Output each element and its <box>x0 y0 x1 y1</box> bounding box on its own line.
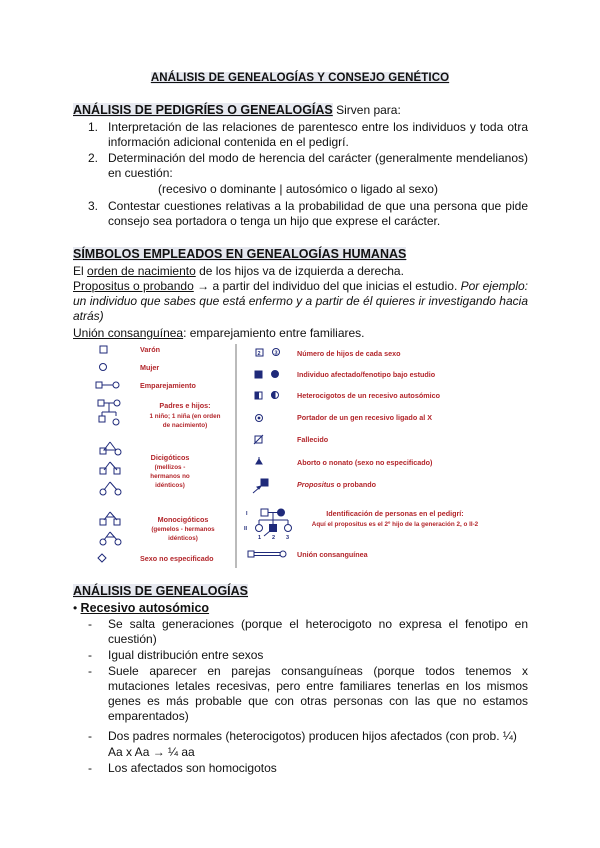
label-sexo: Sexo no especificado <box>140 554 214 563</box>
identification-pedigree-icon <box>256 509 292 536</box>
propositus-icon <box>253 479 268 493</box>
ind-num-2: 2 <box>272 535 276 541</box>
section3-heading: ANÁLISIS DE GENEALOGÍAS <box>73 584 249 598</box>
count-num-2: 2 <box>257 351 261 357</box>
parents-children-icon <box>98 400 120 425</box>
label-varon: Varón <box>140 345 160 354</box>
label-union: Unión consanguínea <box>297 550 368 559</box>
section1-heading: ANÁLISIS DE PEDIGRÍES O GENEALOGÍAS <box>73 103 333 117</box>
document-page: ANÁLISIS DE GENEALOGÍAS Y CONSEJO GENÉTICO ANÁLISIS DE PEDIGRÍES O GENEALOGÍAS Sirven para: 1. Interpretación de las relaciones de parentesco entre los individuos y toda otra información adicional contenida en el pedigrí. 2. Determinación del modo de herencia del carácter (generalmente mendelianos) en cuestión: (recesivo o dominante | autosómico o ligado al sexo) 3. Contestar cuestiones relativas a la probabilidad de que una persona que pide consejo sea portadora o tenga un hijo que exprese el carácter. SÍMBOLOS EMPLEADOS EN GENEALOGÍAS HUMANAS El orden de nacimiento de los hijos va de izquierda a derecha. Propositus o probando → a partir del individuo del que inicias el estudio. Por ejemplo: un individuo que sabes que está enfermo y a partir de él quieres ir investigando hacia atrás) Unión consanguínea: emparejamiento entre familiares. Varón Mujer Emparejamiento Padres e hijos: 1 niño; 1 niña (en orden de nacimiento) Dicigóticos (mellizos - hermanos no idénticos) Monocigóticos (gemelos - hermanos idénticos) Sexo no especificado Número de hijos de cada sexo Individuo afectado/fenotipo bajo estudio Heterocigotos de un recesivo autosómico Portador de un gen recesivo ligado al X Fallecido Aborto o nonato (sexo no especificado) Propositus o probando Identificación de personas en el pedigrí: Aquí el propositus es el 2º hijo de la generación 2, o II-2 Unión consanguínea 2 3 I II 1 2 3 ANÁLISIS DE GENEALOGÍAS • Recesivo autosómico - Se salta generaciones (porque el heterocigoto no expresa el fenotipo en cuestión) - Igual distribución entre sexos - Suele aparecer en parejas consanguíneas (porque todos tenemos x mutaciones letales recesivas, pero entre familiares tenerlas en los mismos genes es más probable que con otras personas con las que no estamos emparentados) - Dos padres normales (heterocigotos) producen hijos afectados (con prob. ¼) Aa x Aa → ¼ aa - Los afectados son homocigotos <box>0 0 600 848</box>
ind-num-1: 1 <box>258 535 262 541</box>
ind-num-3: 3 <box>286 535 290 541</box>
section2-line2: Propositus o probando → a partir del individuo del que inicias el estudio. Por ejemplo: un individuo que sabes que está enfermo y a partir de él quieres ir investigando hacia atrás) <box>73 279 528 323</box>
label-mono-1: Monocigóticos <box>157 515 209 524</box>
section2-heading: SÍMBOLOS EMPLEADOS EN GENEALOGÍAS HUMANAS <box>73 247 407 261</box>
section1-intro: Sirven para: <box>332 103 401 117</box>
label-dici-4: idénticos) <box>155 482 185 489</box>
abortion-icon <box>256 457 262 464</box>
label-dici-1: Dicigóticos <box>150 453 190 462</box>
section3-heading-line <box>73 584 528 599</box>
affected-square-icon <box>255 371 262 378</box>
female-circle-icon <box>100 364 107 371</box>
label-heterocigotos: Heterocigotos de un recesivo autosómico <box>297 391 440 400</box>
document-title: ANÁLISIS DE GENEALOGÍAS Y CONSEJO GENÉTICO <box>150 72 450 84</box>
mating-icon <box>96 382 119 388</box>
label-padres-2: 1 niño; 1 niña (en orden <box>149 413 221 420</box>
monozygotic-twins-icon <box>100 512 121 545</box>
section1-item2-sub: (recesivo o dominante | autosómico o ligado al sexo) <box>158 182 438 196</box>
label-portador: Portador de un gen recesivo ligado al X <box>297 413 432 422</box>
label-aborto: Aborto o nonato (sexo no especificado) <box>297 458 433 467</box>
label-dici-3: hermanos no <box>150 473 190 480</box>
label-fallecido: Fallecido <box>297 435 329 444</box>
label-mono-2: (gemelos - hermanos <box>151 526 215 533</box>
count-num-3: 3 <box>274 350 278 357</box>
label-ident-2: Aquí el propositus es el 2º hijo de la generación 2, o II-2 <box>311 521 479 528</box>
deceased-icon <box>254 435 263 444</box>
section2-line1: El orden de nacimiento de los hijos va de izquierda a derecha. <box>73 264 404 278</box>
dizygotic-twins-icon <box>100 442 121 495</box>
label-mujer: Mujer <box>140 363 160 372</box>
gen-label-I: I <box>246 511 248 517</box>
label-afectado: Individuo afectado/fenotipo bajo estudio <box>297 370 436 379</box>
label-numero: Número de hijos de cada sexo <box>297 349 401 358</box>
label-padres-1: Padres e hijos: <box>159 401 211 410</box>
male-square-icon <box>100 346 107 353</box>
consanguineous-union-icon <box>248 551 286 557</box>
label-ident-1: Identificación de personas en el pedigrí: <box>326 509 464 518</box>
label-padres-3: de nacimiento) <box>162 422 208 429</box>
section3-subheading: Recesivo autosómico <box>80 601 210 615</box>
bullet: • <box>73 601 81 615</box>
label-dici-2: (mellizos - <box>154 464 186 471</box>
section2-line3: Unión consanguínea: emparejamiento entre familiares. <box>73 326 365 340</box>
section3-subheading-line <box>73 601 528 616</box>
label-mono-3: idénticos) <box>168 535 198 542</box>
label-propositus: Propositus o probando <box>297 480 377 489</box>
label-emparejamiento: Emparejamiento <box>140 381 196 390</box>
gen-label-II: II <box>244 526 248 532</box>
unspecified-sex-diamond-icon <box>98 554 106 562</box>
affected-circle-icon <box>272 371 279 378</box>
